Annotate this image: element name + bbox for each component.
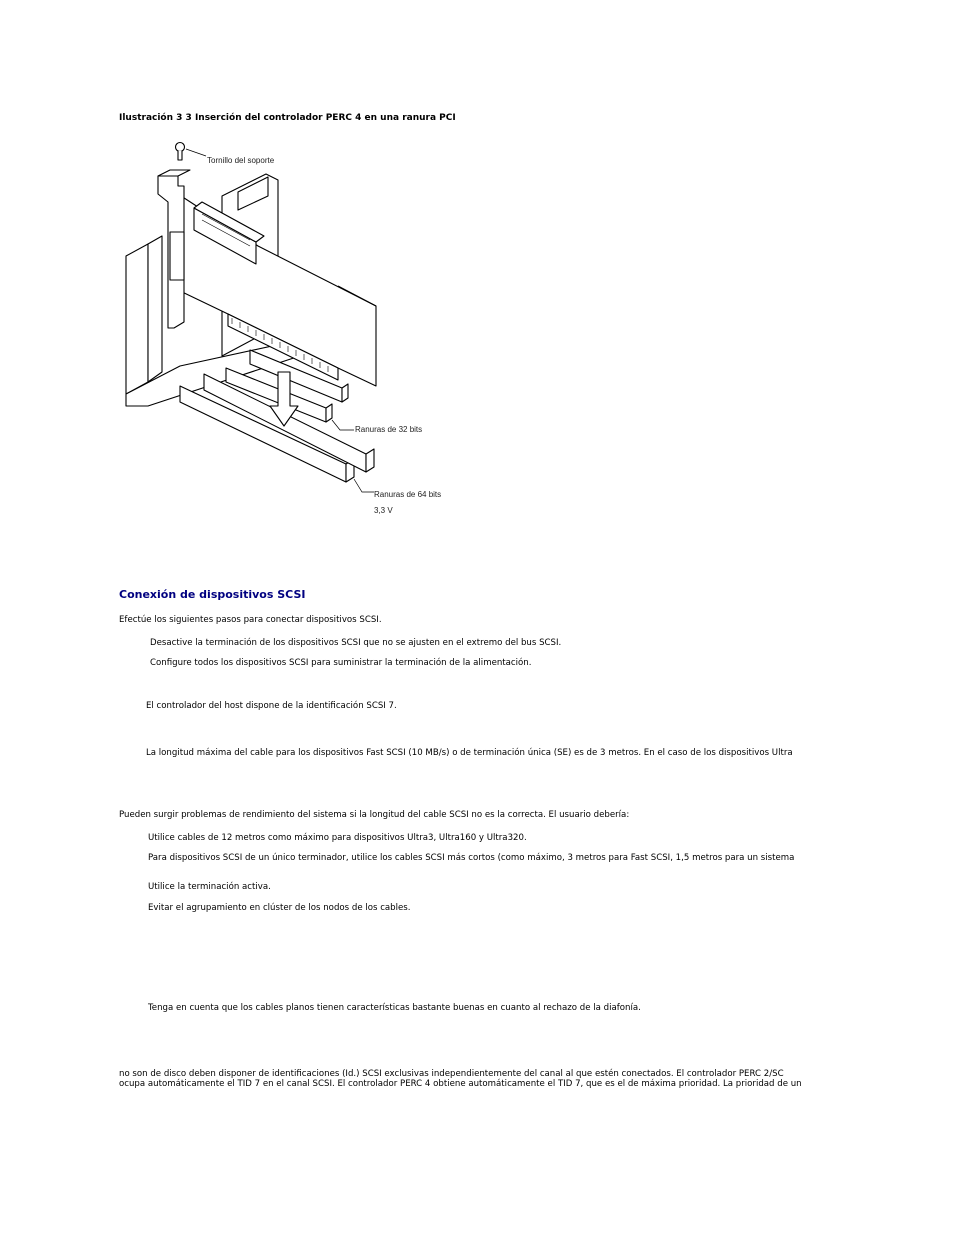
label-64bit-slots: Ranuras de 64 bits	[374, 490, 442, 499]
chassis-bracket-left	[126, 244, 148, 394]
label-32bit-slots: Ranuras de 32 bits	[355, 425, 423, 434]
note-cable-length: La longitud máxima del cable para los dispositivos Fast SCSI (10 MB/s) o de terminación única (SE) es de 3 metros. En el caso de los dispositivos Ultra	[146, 748, 793, 758]
final-paragraph-line: ocupa automáticamente el TID 7 en el canal SCSI. El controlador PERC 4 obtiene automáticamente el TID 7, que es el de máxima prioridad. La prioridad de un	[119, 1079, 802, 1089]
bracket-screw-icon	[176, 143, 185, 152]
recommendation-item: Evitar el agrupamiento en clúster de los nodos de los cables.	[148, 903, 411, 913]
note-host-id: El controlador del host dispone de la identificación SCSI 7.	[146, 701, 397, 711]
recommendation-item: Utilice cables de 12 metros como máximo para dispositivos Ultra3, Ultra160 y Ultra320.	[148, 833, 527, 843]
recommendation-item: Utilice la terminación activa.	[148, 882, 271, 892]
step-item: Configure todos los dispositivos SCSI para suministrar la terminación de la alimentación.	[150, 658, 532, 668]
label-bracket-screw: Tornillo del soporte	[207, 156, 275, 165]
controller-insertion-drawing	[118, 136, 458, 520]
final-paragraph-line: no son de disco deben disponer de identificaciones (Id.) SCSI exclusivas independientemente del canal al que estén conectados. El controlador PERC 2/SC	[119, 1069, 784, 1079]
figure-caption: Ilustración 3 3 Inserción del controlador PERC 4 en una ranura PCI	[119, 113, 456, 123]
performance-intro: Pueden surgir problemas de rendimiento del sistema si la longitud del cable SCSI no es la correcta. El usuario debería:	[119, 810, 630, 820]
recommendation-item: Para dispositivos SCSI de un único terminador, utilice los cables SCSI más cortos (como máximo, 3 metros para Fast SCSI, 1,5 metros para un sistema	[148, 853, 795, 863]
label-voltage: 3,3 V	[374, 506, 393, 515]
step-item: Desactive la terminación de los dispositivos SCSI que no se ajusten en el extremo del bus SCSI.	[150, 638, 562, 648]
bracket-connector	[170, 232, 184, 280]
section-title: Conexión de dispositivos SCSI	[119, 588, 306, 601]
section-intro: Efectúe los siguientes pasos para conectar dispositivos SCSI.	[119, 615, 382, 625]
pci-slot-illustration	[118, 136, 458, 520]
flat-cable-note: Tenga en cuenta que los cables planos tienen características bastante buenas en cuanto al rechazo de la diafonía.	[148, 1003, 641, 1013]
